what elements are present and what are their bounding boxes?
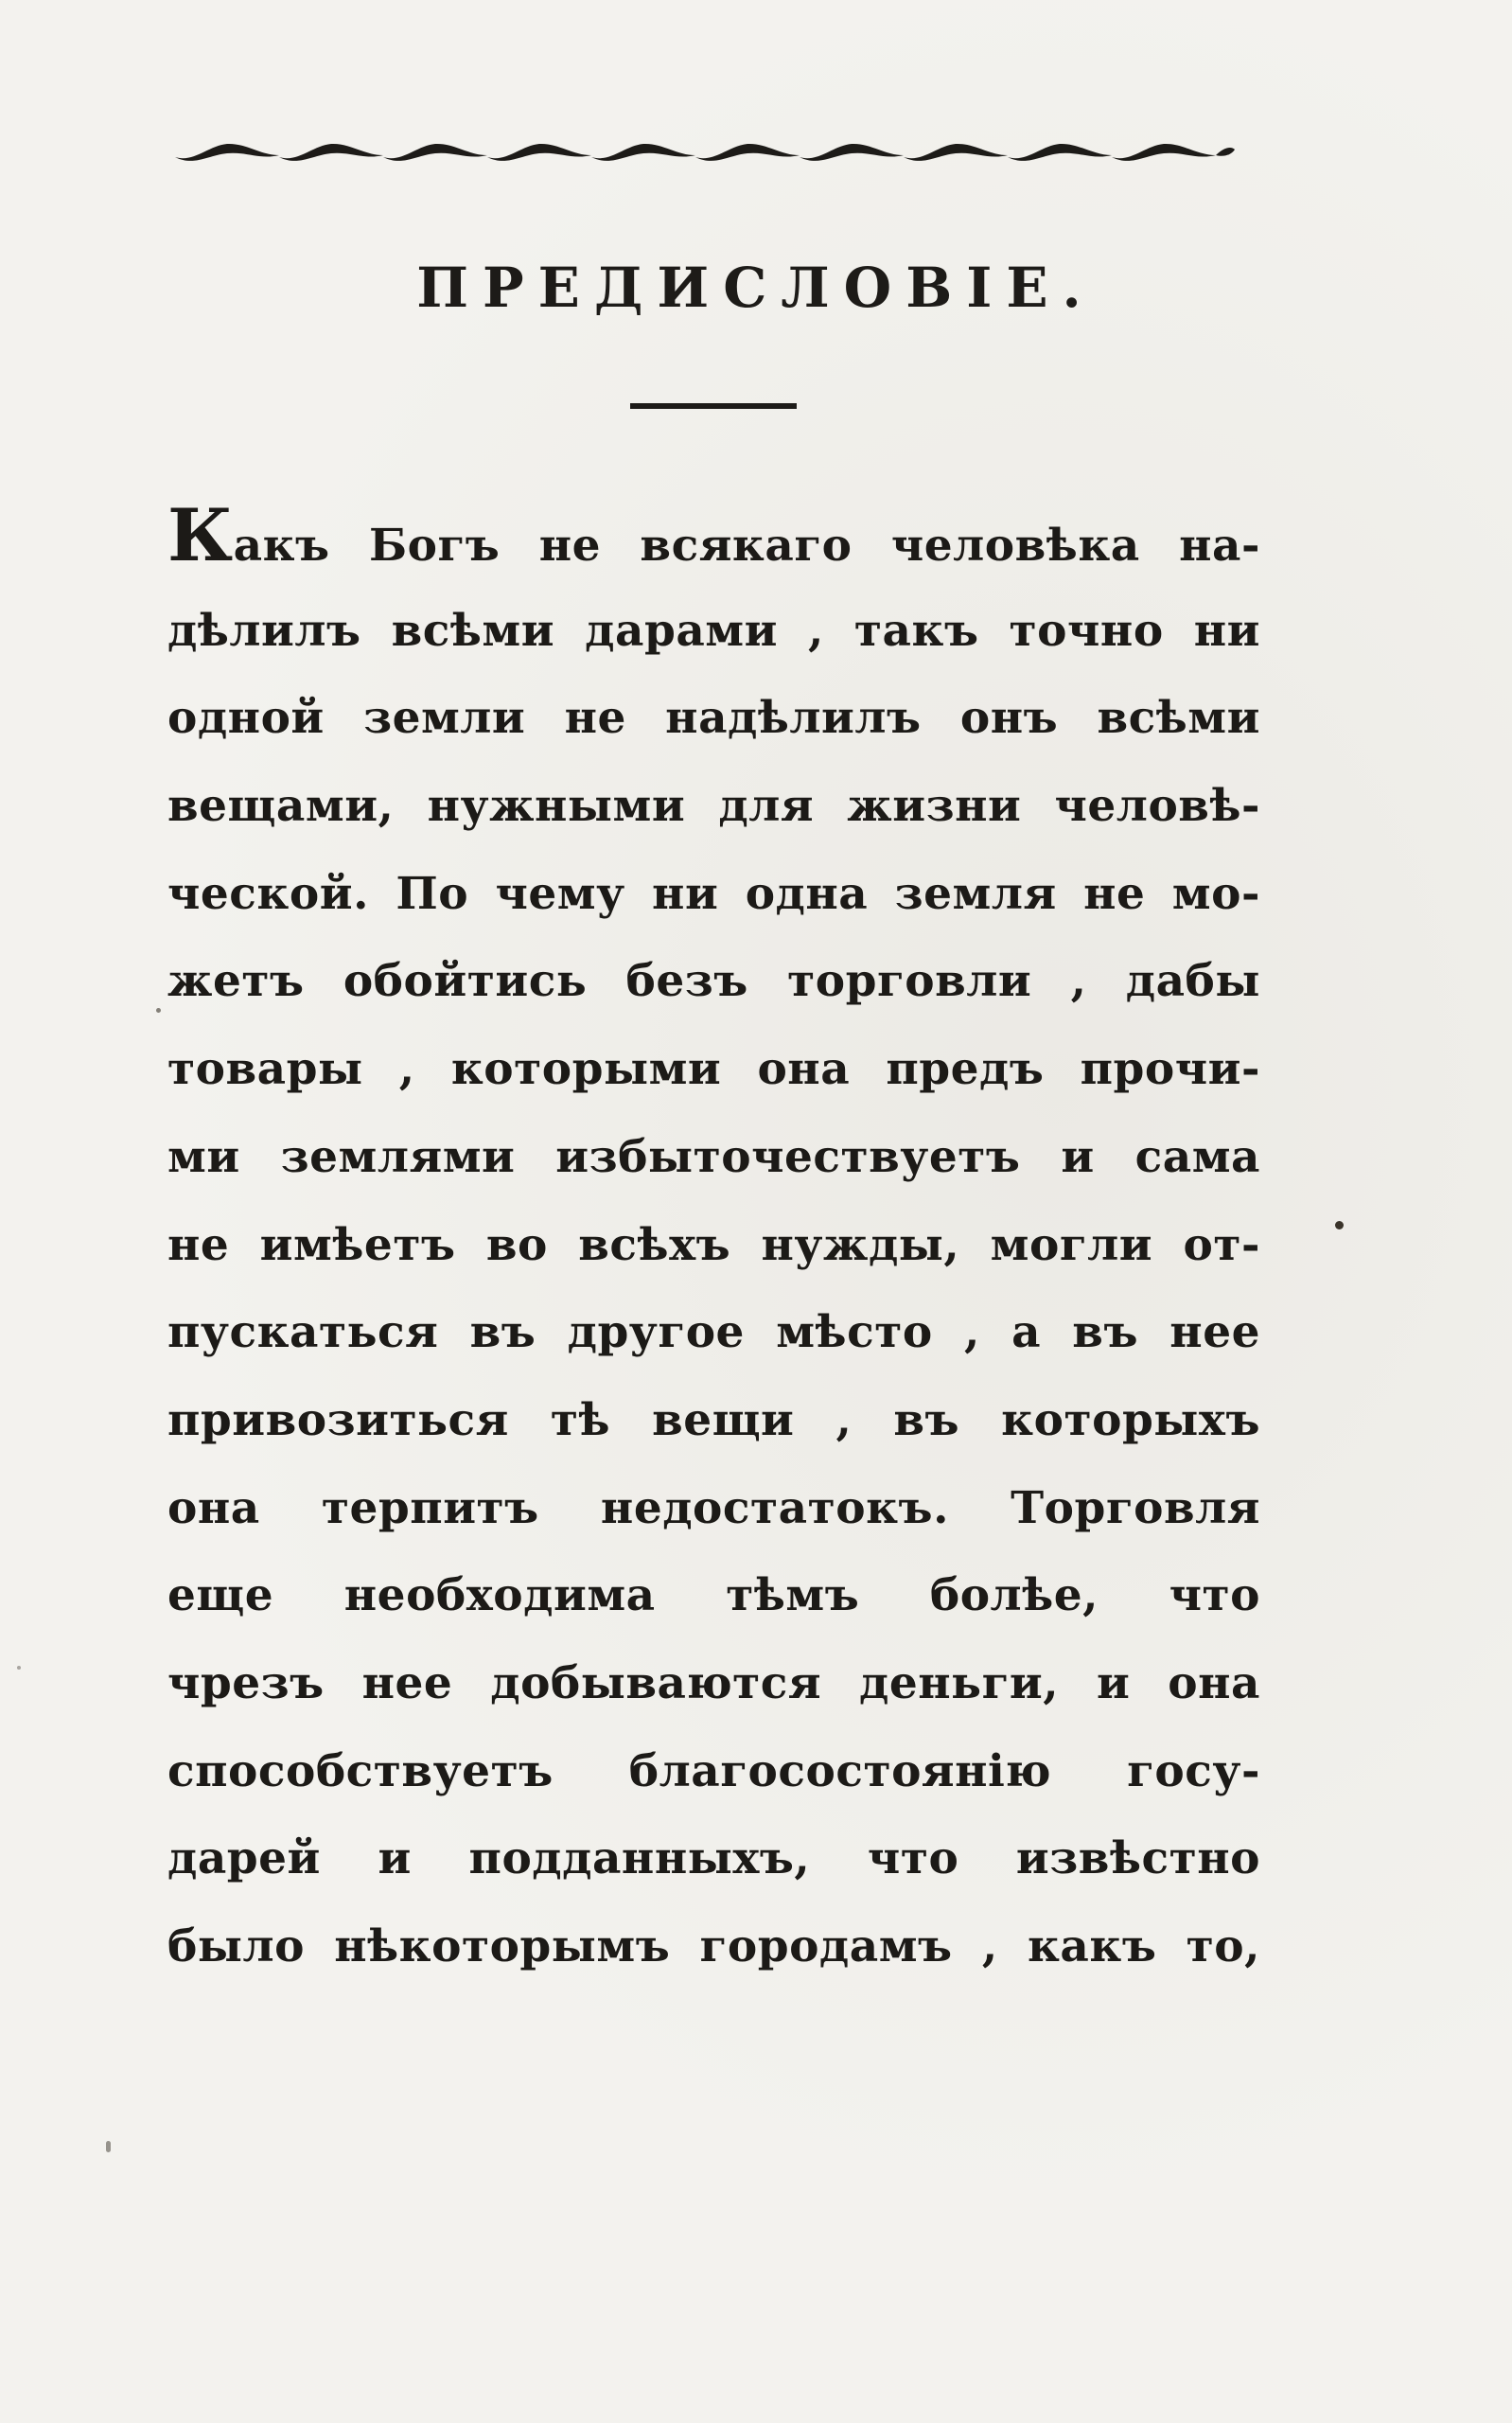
text-line: ми землями избыточествуетъ и сама [167, 1130, 1260, 1183]
text-line: ческой. По чему ни одна земля не мо- [167, 867, 1260, 920]
text-line-rest: акъ Богъ не всякаго человѣка на- [233, 520, 1260, 572]
text-line [167, 493, 1260, 588]
text-line: дарей и подданныхъ, что извѣстно [167, 1832, 1260, 1885]
title-divider [630, 403, 797, 409]
paper-speck [1335, 1221, 1344, 1229]
page-title: ПРЕДИСЛОВІЕ. [416, 256, 1096, 320]
text-line: дѣлилъ всѣми дарами , такъ точно ни [167, 604, 1260, 657]
drop-cap: К [167, 493, 234, 577]
text-line: чрезъ нее добываются деньги, и она [167, 1656, 1260, 1709]
text-line: было нѣкоторымъ городамъ , какъ то, [167, 1920, 1260, 1972]
paper-speck [156, 1008, 161, 1013]
text-line: жетъ обойтись безъ торговли , дабы [167, 955, 1260, 1008]
wave-ornament-icon [175, 134, 1235, 172]
paper-speck [17, 1666, 21, 1670]
body-text [167, 493, 1260, 1991]
paper-speck [106, 2141, 111, 2152]
text-line: еще необходима тѣмъ болѣе, что [167, 1569, 1260, 1622]
text-line: товары , которыми она предъ прочи- [167, 1043, 1260, 1096]
text-line: одной земли не надѣлилъ онъ всѣми [167, 692, 1260, 745]
text-line: вещами, нужными для жизни человѣ- [167, 780, 1260, 833]
text-line: пускаться въ другое мѣсто , а въ нее [167, 1306, 1260, 1359]
text-line: способствуетъ благосостоянію госу- [167, 1744, 1260, 1797]
text-line: она терпитъ недостатокъ. Торговля [167, 1481, 1260, 1534]
text-line: не имѣетъ во всѣхъ нужды, могли от- [167, 1218, 1260, 1271]
text-line: привозиться тѣ вещи , въ которыхъ [167, 1393, 1260, 1446]
